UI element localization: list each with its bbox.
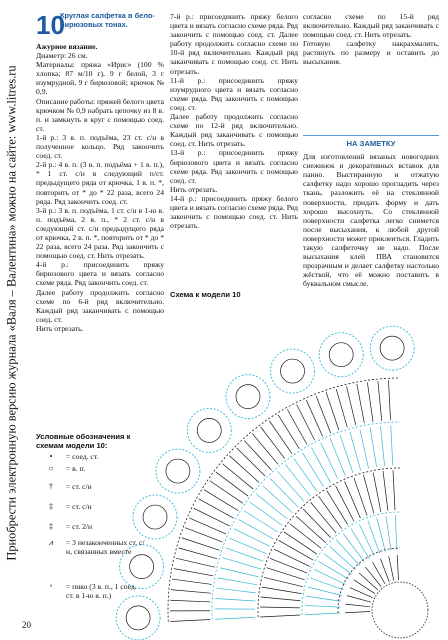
stitch-spoke bbox=[395, 515, 397, 550]
column-1 bbox=[36, 42, 164, 333]
c1-p7: 4-й р.: присоединить пряжу бирюзового цвета и вязать согласно схеме ряда. Ряд закончить соед. ст. bbox=[36, 260, 164, 288]
stitch-spoke bbox=[229, 456, 259, 483]
treble-crochet-icon: ‡ bbox=[49, 522, 53, 531]
stitch-spoke bbox=[365, 567, 381, 586]
legend-item-dc bbox=[36, 482, 92, 491]
stitch-spoke bbox=[321, 443, 338, 479]
stitch-spoke bbox=[373, 473, 381, 512]
c2-p1: 11-й р.: присоединить пряжу изумрудного цвета и вязать согласно схеме ряда. Ряд закончить с помощью соед. ст. bbox=[170, 75, 298, 112]
stitch-spoke bbox=[377, 518, 386, 552]
legend-title: Условные обозначения к схемам модели 10: bbox=[36, 432, 131, 450]
c1-p5: 2-й р.: 4 в. п. (3 в. п. подъёма + 1 в. п.), * 1 ст. с/н в следующий п/ст. предыдущего ряда от крючка, 1 в. п. *, повторить от * до * 22 раза, всего 24 ряда. Ряд закончить соед. ст. bbox=[36, 160, 164, 206]
scallop-inner bbox=[197, 418, 221, 442]
stitch-spoke bbox=[305, 613, 340, 615]
c2-p2: Далее работу продолжить согласно схеме по 12-й ряд включительно. Каждый ряд заканчивать с помощью соед. ст. Нить отрезать. bbox=[170, 112, 298, 149]
c3-p0: согласно схеме по 15-й ряд включительно. Каждый ряд заканчивать с помощью соед. ст. Нить отрезать. bbox=[303, 12, 439, 40]
legend-item-chain bbox=[36, 464, 86, 473]
scallop-loop bbox=[116, 596, 160, 640]
chain-icon: ○ bbox=[48, 464, 54, 473]
stitch-spoke bbox=[389, 556, 394, 580]
chain-arc bbox=[212, 422, 400, 619]
stitch-spoke bbox=[170, 619, 210, 621]
stitch-spoke bbox=[343, 534, 364, 562]
stitch-spoke bbox=[347, 596, 371, 603]
stitch-spoke bbox=[220, 568, 259, 577]
stitch-spoke bbox=[226, 548, 264, 561]
stitch-spoke bbox=[172, 579, 212, 584]
column-3 bbox=[303, 12, 439, 67]
stitch-spoke bbox=[393, 470, 395, 510]
sidebar-promo-text: Приобрести электронную версию журнала «Валя – Валентина» можно на сайте: www.litres.ru bbox=[4, 65, 19, 561]
legend-text-5: = 3 незаконченных ст. с/н, связанных вместе bbox=[66, 538, 145, 556]
stitch-spoke bbox=[327, 491, 348, 525]
stitch-spoke bbox=[250, 502, 282, 525]
scallop-inner bbox=[166, 459, 190, 483]
legend-item-tr bbox=[36, 522, 92, 531]
stitch-spoke bbox=[263, 486, 293, 513]
stitch-spoke bbox=[262, 587, 301, 594]
legend-text-4: = ст. 2/н bbox=[66, 522, 93, 531]
stitch-spoke bbox=[264, 577, 303, 586]
legend-text-6: = пико (3 в. п., 1 соед. ст. в 1-ю в. п.) bbox=[66, 582, 137, 600]
page-number: 20 bbox=[22, 620, 31, 630]
stitch-spoke bbox=[274, 549, 310, 566]
legend-text-0: = соед. ст. bbox=[66, 452, 99, 461]
scallop-inner bbox=[130, 555, 154, 579]
stitch-spoke bbox=[296, 516, 326, 543]
center-ring bbox=[372, 582, 428, 638]
note-box bbox=[303, 135, 439, 354]
c2-p4: Нить отрезать. bbox=[170, 184, 218, 194]
stitch-spoke bbox=[391, 425, 393, 465]
stitch-spoke bbox=[290, 524, 322, 549]
stitch-spoke bbox=[380, 559, 389, 582]
stitch-spoke bbox=[170, 600, 210, 602]
model-title: Круглая салфетка в бело-бирюзовых тонах. bbox=[60, 11, 155, 29]
chain-arc bbox=[338, 548, 400, 613]
stitch-spoke bbox=[182, 538, 220, 551]
stitch-spoke bbox=[319, 496, 342, 529]
c3-p1: Готовую салфетку накрахмалить, растянуть по размеру и оставить до высыхания. bbox=[303, 39, 439, 67]
stitch-spoke bbox=[216, 588, 256, 593]
stitch-spoke bbox=[278, 415, 299, 449]
legend-item-cluster bbox=[36, 538, 146, 556]
stitch-spoke bbox=[215, 617, 255, 619]
scallop-loop bbox=[187, 408, 231, 452]
stitch-spoke bbox=[336, 486, 354, 522]
note-heading: НА ЗАМЕТКУ bbox=[346, 139, 396, 148]
stitch-spoke bbox=[199, 499, 234, 518]
c1-p6: 3-й р.: 3 в. п. подъёма, 1 ст. с/н в 1-ю в. п. подъёма, 2 в. п., * 2 ст. с/н в следующий ст. с/н предыдущего ряда от крючка, 2 в. п. *, повторить от * до * 22 раза, всего 24 раза. Ряд закончить с помощью соед. ст. Нить отрезать. bbox=[36, 205, 164, 261]
legend-text-3: = ст. с/н bbox=[66, 502, 92, 511]
legend-item-picot bbox=[36, 582, 146, 600]
stitch-spoke bbox=[397, 555, 398, 580]
stitch-spoke bbox=[380, 426, 384, 466]
stitch-spoke bbox=[278, 471, 304, 501]
stitch-spoke bbox=[354, 478, 367, 516]
c1-p1: Диаметр: 26 см. bbox=[36, 51, 88, 61]
stitch-spoke bbox=[237, 448, 265, 476]
schema-title: Схема к модели 10 bbox=[170, 290, 241, 299]
stitch-spoke bbox=[179, 548, 218, 559]
slip-stitch-icon: • bbox=[49, 452, 53, 461]
scallop-loop bbox=[271, 349, 315, 393]
stitch-spoke bbox=[223, 558, 261, 569]
stitch-spoke bbox=[244, 511, 278, 532]
c2-p0: 7-й р.: присоединить пряжу белого цвета и вязать согласно схеме ряда. Ряд закончить с помощью соед. ст. Далее работу продолжить согласно схеме по 10-й ряд включительно. Каждый ряд заканчивать с помощью соед. ст. Нить отрезать. bbox=[170, 12, 298, 76]
chain-arc bbox=[258, 468, 400, 617]
chain-arc bbox=[168, 378, 400, 622]
c2-p5: 14-й р.: присоединить пряжу белого цвета и вязать согласно схеме ряда. Ряд закончить с помощью соед. ст. Нить отрезать. bbox=[170, 193, 298, 231]
legend-text-2: = ст. с/н bbox=[66, 482, 92, 491]
stitch-spoke bbox=[305, 605, 340, 607]
stitch-spoke bbox=[215, 599, 255, 601]
stitch-spoke bbox=[252, 434, 278, 465]
stitch-spoke bbox=[350, 432, 361, 471]
stitch-spoke bbox=[260, 607, 300, 608]
scallop-loop bbox=[133, 495, 177, 539]
legend-text-1: = в. п. bbox=[66, 464, 86, 473]
stitch-spoke bbox=[306, 400, 322, 437]
stitch-spoke bbox=[308, 587, 342, 595]
c1-p2: Материалы: пряжа «Ирис» (100 % хлопка; 87 м/10 г), 9 г белой, 3 г изумрудной, 9 г бирюзовой; крючок № 0,9. bbox=[36, 60, 164, 97]
stitch-spoke bbox=[351, 529, 369, 559]
stitch-spoke bbox=[204, 490, 238, 511]
c2-p3: 13-й р.: присоединить пряжу бирюзового цвета и вязать согласно схеме ряда. Ряд закончить с помощью соед. ст. bbox=[170, 148, 298, 185]
stitch-spoke bbox=[244, 441, 271, 470]
stitch-spoke bbox=[345, 611, 370, 612]
column-2 bbox=[170, 12, 298, 230]
stitch-spoke bbox=[261, 427, 285, 459]
stitch-spoke bbox=[312, 448, 331, 483]
stitch-spoke bbox=[345, 481, 361, 518]
scallop-inner bbox=[126, 606, 150, 630]
stitch-spoke bbox=[311, 578, 344, 590]
stitch-spoke bbox=[378, 381, 382, 421]
stitch-spoke bbox=[303, 509, 331, 538]
c1-p3: Описание работы: пряжей белого цвета крючком № 0,9 набрать цепочку из 8 в. п. и замкнуть в круг с помощью соед. ст. bbox=[36, 96, 164, 133]
stitch-spoke bbox=[346, 386, 355, 425]
stitch-spoke bbox=[216, 472, 248, 496]
stitch-spoke bbox=[210, 481, 243, 503]
scallop-inner bbox=[143, 505, 167, 529]
stitch-spoke bbox=[389, 380, 391, 420]
stitch-spoke bbox=[316, 396, 331, 433]
stitch-spoke bbox=[222, 464, 253, 489]
legend-item-dc2 bbox=[36, 502, 92, 511]
stitch-spoke bbox=[367, 382, 373, 422]
stitch-spoke bbox=[314, 569, 346, 584]
sidebar-promo bbox=[2, 8, 22, 618]
stitch-spoke bbox=[270, 478, 298, 506]
stitch-spoke bbox=[370, 427, 376, 466]
stitch-spoke bbox=[324, 553, 352, 574]
stitch-spoke bbox=[267, 568, 305, 580]
scallop-loop bbox=[226, 375, 270, 419]
stitch-spoke bbox=[256, 494, 287, 519]
stitch-spoke bbox=[373, 562, 385, 584]
stitch-spoke bbox=[363, 475, 373, 514]
stitch-spoke bbox=[386, 516, 391, 551]
stitch-spoke bbox=[330, 546, 356, 569]
stitch-spoke bbox=[357, 384, 364, 423]
cluster-icon: ⩘ bbox=[48, 538, 54, 547]
stitch-spoke bbox=[306, 596, 341, 601]
stitch-spoke bbox=[269, 421, 292, 454]
stitch-spoke bbox=[359, 524, 374, 556]
stitch-spoke bbox=[336, 389, 347, 427]
stitch-spoke bbox=[174, 569, 213, 576]
stitch-spoke bbox=[287, 409, 307, 444]
stitch-spoke bbox=[318, 561, 348, 579]
legend-item-slip-stitch bbox=[36, 452, 98, 461]
c1-p4: 1-й р.: 3 в. п. подъёма, 23 ст. с/н в полученное кольцо. Ряд закончить соед. ст. bbox=[36, 132, 164, 161]
model-number: 10 bbox=[36, 10, 65, 40]
stitch-spoke bbox=[239, 520, 274, 540]
stitch-spoke bbox=[303, 453, 324, 487]
stitch-spoke bbox=[261, 597, 301, 601]
stitch-spoke bbox=[326, 392, 339, 430]
stitch-spoke bbox=[284, 532, 317, 554]
stitch-spoke bbox=[218, 578, 257, 585]
stitch-spoke bbox=[294, 458, 317, 491]
c1-p0: Ажурное вязание. bbox=[36, 42, 98, 51]
stitch-spoke bbox=[330, 439, 345, 476]
stitch-spoke bbox=[270, 558, 307, 573]
stitch-spoke bbox=[286, 465, 311, 496]
note-text: Для изготовлений вязаных новогодних снежинок и декоративных вставок для панно. Выстиранную и отжатую салфетку надо хорошо прогладить через ткань, разложить её на стеклянной поверхности, придать форму и дать хорошо высохнуть. Со стеклянной поверхности салфетка легко снимется после высыхания, к любой другой поверхности может приклеиться. Гладить такую салфеточку не надо. После высыхания клей ПВА становится прозрачным и делает салфетку настолько жёсткой, что её можно поставить в буквальном смысле. bbox=[303, 152, 439, 289]
stitch-spoke bbox=[383, 471, 388, 511]
stitch-spoke bbox=[189, 518, 226, 534]
stitch-spoke bbox=[260, 615, 300, 617]
scallop-inner bbox=[236, 385, 260, 409]
double-crochet-2-icon: ‡ bbox=[49, 502, 53, 511]
stitch-spoke bbox=[360, 429, 369, 468]
scallop-loop bbox=[156, 449, 200, 493]
stitch-spoke bbox=[354, 580, 375, 594]
stitch-spoke bbox=[279, 540, 314, 560]
stitch-spoke bbox=[234, 529, 270, 547]
stitch-spoke bbox=[171, 590, 211, 594]
chain-arc bbox=[302, 512, 400, 615]
picot-icon: ᵒ bbox=[49, 582, 53, 591]
stitch-spoke bbox=[359, 573, 378, 590]
stitch-spoke bbox=[176, 558, 215, 567]
stitch-spoke bbox=[336, 540, 360, 566]
stitch-spoke bbox=[368, 521, 380, 554]
double-crochet-icon: † bbox=[49, 482, 53, 491]
scallop-inner bbox=[281, 359, 305, 383]
stitch-spoke bbox=[194, 508, 230, 526]
stitch-spoke bbox=[297, 405, 315, 441]
stitch-spoke bbox=[230, 538, 267, 554]
stitch-spoke bbox=[350, 588, 373, 598]
stitch-spoke bbox=[340, 435, 353, 473]
c1-p9: Нить отрезать. bbox=[36, 323, 84, 333]
c1-p8: Далее работу продолжить согласно схеме по 6-й ряд включительно. Каждый ряд заканчивать с помощью соед. ст. bbox=[36, 287, 164, 324]
stitch-spoke bbox=[345, 604, 370, 607]
stitch-spoke bbox=[185, 528, 222, 542]
stitch-spoke bbox=[311, 502, 337, 533]
